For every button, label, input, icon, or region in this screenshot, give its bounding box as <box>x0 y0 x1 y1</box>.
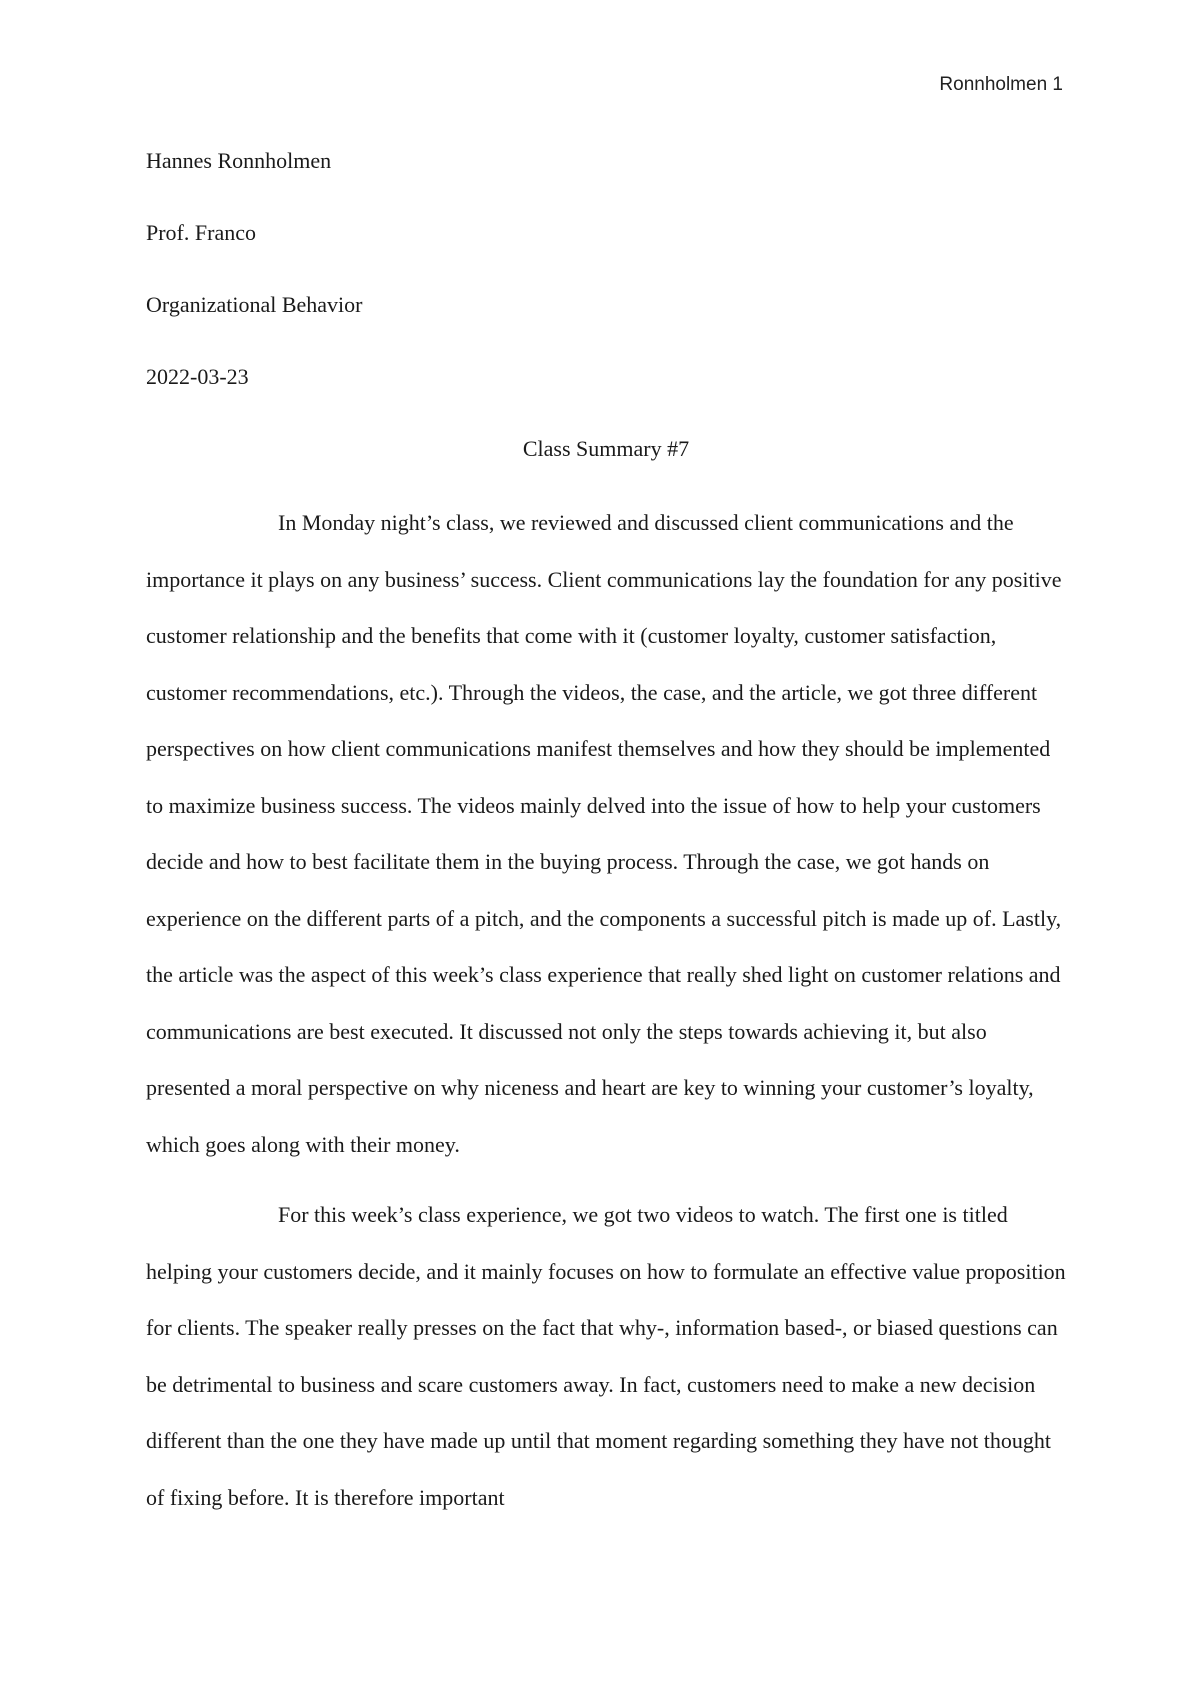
document-body <box>146 141 1066 1540</box>
document-title: Class Summary #7 <box>522 436 690 461</box>
body-paragraph-1: In Monday night’s class, we reviewed and discussed client communications and the importance it plays on any business’ success. Client communications lay the foundation for any positive customer relationship and the benefits that come with it (customer loyalty, customer satisfaction, customer recommendations, etc.). Through the videos, the case, and the article, we got three different perspectives on how client communications manifest themselves and how they should be implemented to maximize business success. The videos mainly delved into the issue of how to help your customers decide and how to best facilitate them in the buying process. Through the case, we got hands on experience on the different parts of a pitch, and the components a successful pitch is made up of. Lastly, the article was the aspect of this week’s class experience that really shed light on customer relations and communications are best executed. It discussed not only the steps towards achieving it, but also presented a moral perspective on why niceness and heart are key to winning your customer’s loyalty, which goes along with their money. <box>146 510 1062 1157</box>
document-date: 2022-03-23 <box>146 364 249 389</box>
author-name: Hannes Ronnholmen <box>146 148 332 173</box>
professor-name: Prof. Franco <box>146 220 256 245</box>
running-head: Ronnholmen 1 <box>939 74 1063 95</box>
course-name: Organizational Behavior <box>146 292 363 317</box>
body-paragraph-2: For this week’s class experience, we got two videos to watch. The first one is titled helping your customers decide, and it mainly focuses on how to formulate an effective value proposition for clients. The speaker really presses on the fact that why-, information based-, or biased questions can be detrimental to business and scare customers away. In fact, customers need to make a new decision different than the one they have made up until that moment regarding something they have not thought of fixing before. It is therefore important <box>146 1202 1066 1510</box>
